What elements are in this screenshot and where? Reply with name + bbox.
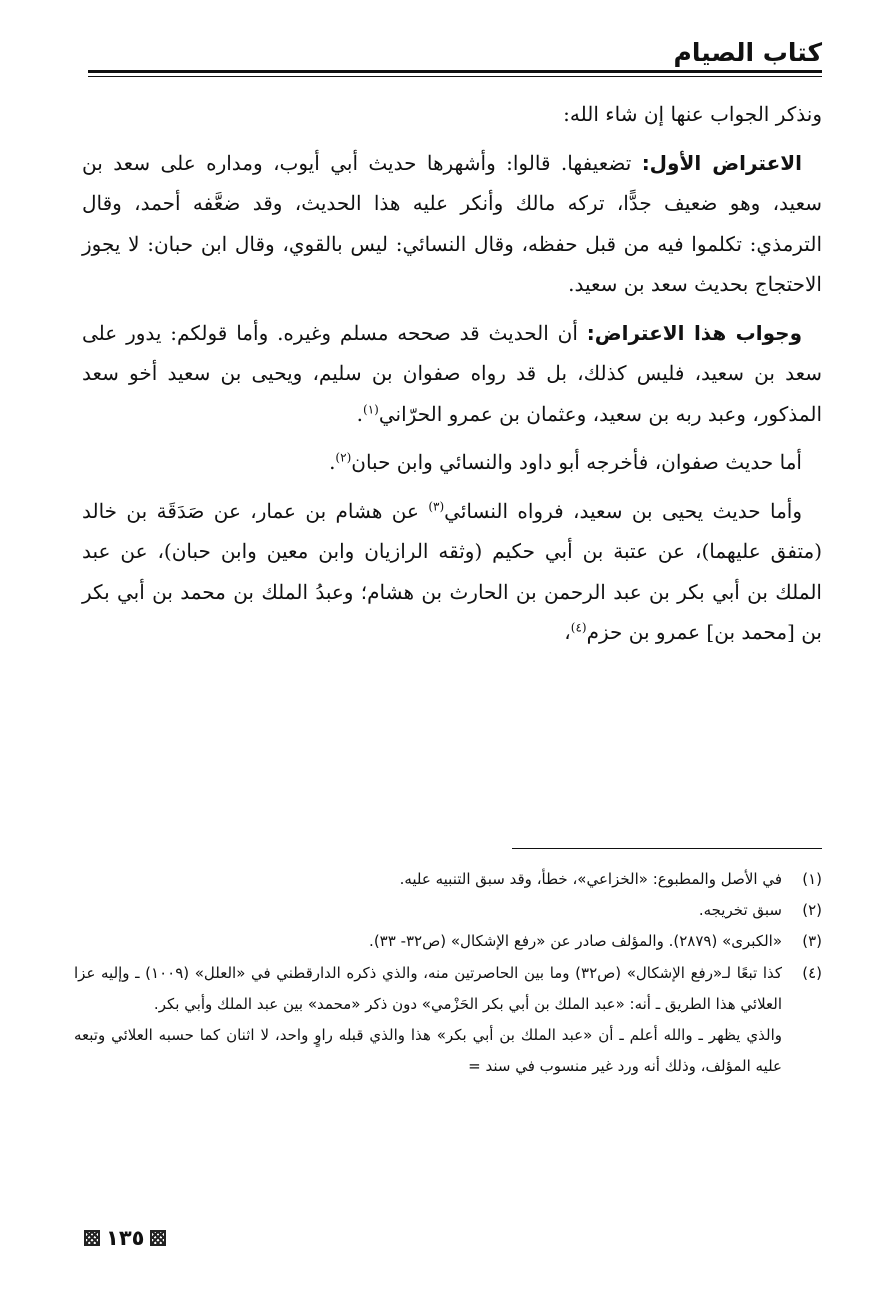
- footnote-ref-3[interactable]: (٣): [428, 498, 445, 513]
- paragraph-intro: [82, 94, 822, 135]
- ornament-icon: [84, 1230, 100, 1246]
- footnote-text: في الأصل والمطبوع: «الخزاعي»، خطأ، وقد سبق التنبيه عليه.: [399, 870, 782, 888]
- footnote-1: [74, 864, 822, 895]
- header-rule-thick: [88, 70, 822, 73]
- paragraph-objection-answer: [82, 313, 822, 435]
- safwan-hadith-end: .: [329, 450, 336, 474]
- footnote-separator: [512, 848, 822, 849]
- first-objection-text: تضعيفها. قالوا: وأشهرها حديث أبي أيوب، ومداره على سعد بن سعيد، وهو ضعيف جدًّا، تركه مالك وأنكر عليه هذا الحديث، وقد ضعَّفه أحمد، وقال الترمذي: تكلموا فيه من قبل حفظه، وقال النسائي: ليس بالقوي، وقال ابن حبان: لا يجوز الاحتجاج بحديث سعد بن سعيد.: [82, 150, 822, 296]
- header-rule-thin: [88, 76, 822, 77]
- paragraph-yahya-hadith: [82, 491, 822, 653]
- main-text: [82, 94, 822, 653]
- footnote-4: [74, 958, 822, 1020]
- footnote-number: (٣): [802, 932, 822, 951]
- footnote-number: (١): [802, 870, 822, 888]
- footnote-4-continuation: والذي يظهر ـ والله أعلم ـ أن «عبد الملك بن أبي بكر» هذا والذي قبله راوٍ واحد، لا اثنان كما حسبه العلائي وتبعه عليه المؤلف، وذلك أنه ورد غير منسوب في سند =: [74, 1026, 782, 1076]
- yahya-hadith-end: ،: [564, 620, 571, 644]
- footnote-text: «الكبرى» (٢٨٧٩). والمؤلف صادر عن «رفع الإشكال» (ص٣٢- ٣٣).: [369, 932, 782, 951]
- page-number: ١٣٥: [106, 1226, 145, 1250]
- footnote-number: (٤): [802, 963, 822, 982]
- yahya-hadith-text-b: عن هشام بن عمار، عن صَدَقَة بن خالد (متفق عليهما)، عن عتبة بن أبي حكيم (وثقه الرازيان وابن معين وابن حبان)، عن عبد الملك بن أبي بكر بن عبد الرحمن بن الحارث بن هشام؛ وعبدُ الملك بن محمد بن أبي بكر بن [محمد بن] عمرو بن حزم: [82, 498, 822, 644]
- page-number-block: [84, 1226, 166, 1250]
- footnote-ref-2[interactable]: (٢): [335, 450, 352, 465]
- first-objection-heading: الاعتراض الأول:: [641, 150, 802, 175]
- footnote-text: كذا تبعًا لـ«رفع الإشكال» (ص٣٢) وما بين الحاصرتين منه، والذي ذكره الدارقطني في «العلل» (١٠٠٩) ـ وإليه عزا العلائي هذا الطريق ـ أنه: «عبد الملك بن أبي بكر الحَزْمي» دون ذكر «محمد» بين عبد الملك وأبي بكر.: [74, 963, 783, 1013]
- footnote-ref-1[interactable]: (١): [363, 401, 379, 416]
- objection-answer-heading: وجواب هذا الاعتراض:: [586, 320, 802, 345]
- safwan-hadith-text: أما حديث صفوان، فأخرجه أبو داود والنسائي وابن حبان: [351, 450, 802, 474]
- ornament-icon: [150, 1230, 166, 1246]
- footnote-ref-4[interactable]: (٤): [570, 620, 587, 635]
- running-header-title: كتاب الصيام: [673, 38, 822, 67]
- footnote-text: سبق تخريجه.: [698, 901, 782, 920]
- footnotes: [74, 864, 822, 1082]
- paragraph-first-objection: [82, 143, 822, 305]
- footnote-number: (٢): [802, 901, 822, 920]
- yahya-hadith-text-a: وأما حديث يحيى بن سعيد، فرواه النسائي: [444, 498, 803, 523]
- paragraph-intro-text: ونذكر الجواب عنها إن شاء الله:: [563, 102, 822, 126]
- footnote-3: [74, 926, 822, 957]
- footnote-2: [74, 895, 822, 926]
- objection-answer-end: .: [356, 401, 364, 426]
- paragraph-safwan-hadith: [82, 442, 822, 483]
- objection-answer-text: أن الحديث قد صححه مسلم وغيره. وأما قولكم: يدور على سعد بن سعيد، فليس كذلك، بل قد رواه صفوان بن سليم، ويحيى بن سعيد أخو سعد المذكور، وعبد ربه بن سعيد، وعثمان بن عمرو الحرّاني: [82, 320, 822, 426]
